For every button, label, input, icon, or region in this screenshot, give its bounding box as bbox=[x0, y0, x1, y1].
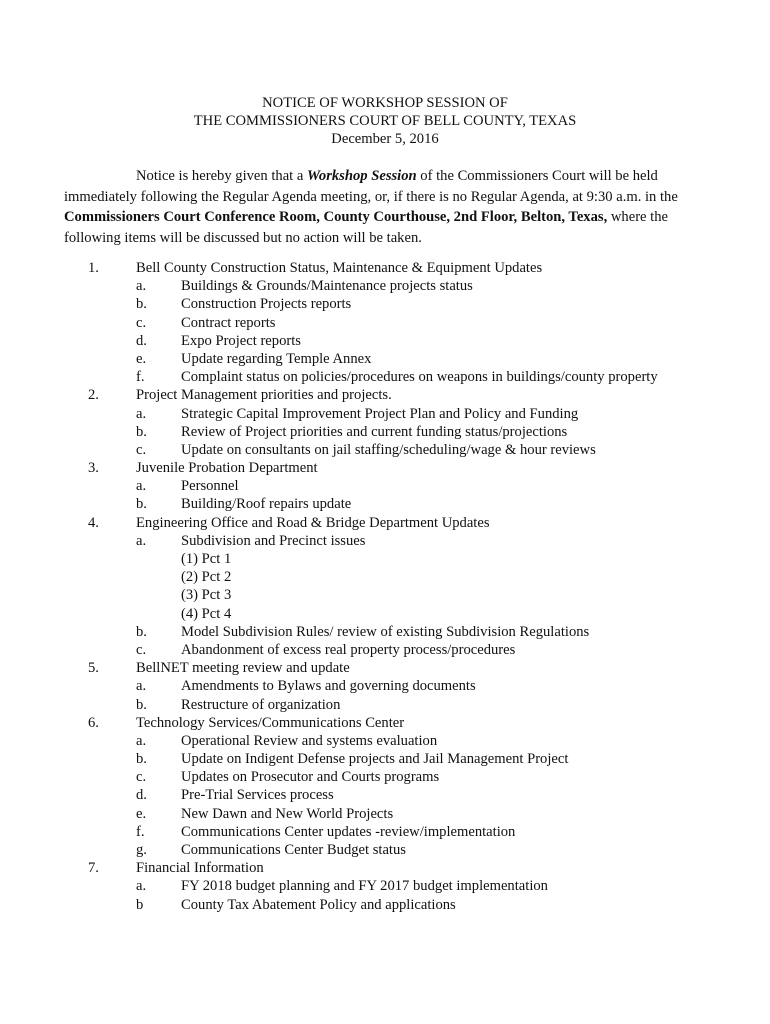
agenda-subitem bbox=[0, 896, 770, 914]
agenda-subitem-letter: f. bbox=[136, 369, 145, 386]
agenda-item bbox=[0, 386, 770, 404]
workshop-session-emphasis: Workshop Session bbox=[307, 168, 417, 184]
intro-text-part-2: of the Commissioners Court will be held immediately following the Regular Agenda meeting, or, if there is no Regular Agenda, at 9:30 a.m. in the bbox=[64, 168, 678, 205]
precinct-item-text: (1) Pct 1 bbox=[181, 551, 232, 567]
agenda-subitem-text: Model Subdivision Rules/ review of existing Subdivision Regulations bbox=[181, 623, 590, 640]
agenda-item-title: Engineering Office and Road & Bridge Department Updates bbox=[136, 514, 490, 531]
agenda-subitem-letter: c. bbox=[136, 641, 147, 658]
agenda-subitem-letter: c. bbox=[136, 769, 147, 786]
agenda-subitem bbox=[0, 350, 770, 368]
agenda-subitem-text: Update on consultants on jail staffing/scheduling/wage & hour reviews bbox=[181, 441, 596, 458]
agenda-subitem-letter: b. bbox=[136, 696, 147, 713]
agenda-subitem bbox=[0, 423, 770, 441]
agenda-subitem bbox=[0, 532, 770, 550]
agenda-subitem-letter: a. bbox=[136, 532, 147, 549]
meeting-location: Commissioners Court Conference Room, County Courthouse, 2nd Floor, Belton, Texas, bbox=[64, 209, 608, 225]
agenda-subitem bbox=[0, 732, 770, 750]
agenda-subitem-text: Restructure of organization bbox=[181, 696, 341, 713]
agenda-subitem-text: Amendments to Bylaws and governing documents bbox=[181, 678, 476, 695]
agenda-subitem-letter: e. bbox=[136, 805, 147, 822]
agenda-subitem bbox=[0, 841, 770, 859]
agenda-subitem-letter: b. bbox=[136, 296, 147, 313]
notice-title-line-1: NOTICE OF WORKSHOP SESSION OF bbox=[262, 95, 508, 111]
agenda-subitem-letter: f. bbox=[136, 823, 145, 840]
precinct-item-text: (3) Pct 3 bbox=[181, 587, 232, 604]
agenda-subitem bbox=[0, 750, 770, 768]
agenda-subitem bbox=[0, 877, 770, 895]
agenda-subitem-text: County Tax Abatement Policy and applications bbox=[181, 896, 456, 913]
agenda-subitem-letter: a. bbox=[136, 405, 147, 422]
agenda-subitem-letter: a. bbox=[136, 878, 147, 895]
agenda-subitem-letter: c. bbox=[136, 441, 147, 458]
agenda-item bbox=[0, 459, 770, 477]
agenda-subitem-text: Updates on Prosecutor and Courts programs bbox=[181, 769, 440, 786]
agenda-subitem bbox=[0, 368, 770, 386]
agenda-subitem bbox=[0, 696, 770, 714]
agenda-subitem-text: Building/Roof repairs update bbox=[181, 496, 352, 513]
agenda-subitem-letter: b. bbox=[136, 423, 147, 440]
agenda-subitem-letter: b. bbox=[136, 623, 147, 640]
agenda-subitem bbox=[0, 314, 770, 332]
agenda-subitem-text: Subdivision and Precinct issues bbox=[181, 532, 366, 549]
agenda-subitem-text: Personnel bbox=[181, 478, 239, 495]
agenda-subitem bbox=[0, 277, 770, 295]
agenda-subitem-text: Strategic Capital Improvement Project Plan and Policy and Funding bbox=[181, 405, 579, 422]
agenda-list bbox=[0, 259, 770, 914]
precinct-item bbox=[0, 568, 770, 586]
agenda-subitem-text: Update on Indigent Defense projects and Jail Management Project bbox=[181, 751, 569, 768]
agenda-subitem-text: Contract reports bbox=[181, 314, 276, 331]
agenda-item-number: 1. bbox=[88, 260, 99, 276]
precinct-item-text: (2) Pct 2 bbox=[181, 569, 232, 586]
agenda-subitem bbox=[0, 295, 770, 313]
agenda-item-title: Juvenile Probation Department bbox=[136, 460, 318, 477]
agenda-subitem bbox=[0, 677, 770, 695]
agenda-item-number: 2. bbox=[88, 387, 99, 404]
agenda-item-title: Technology Services/Communications Center bbox=[136, 714, 405, 731]
agenda-subitem-letter: c. bbox=[136, 314, 147, 331]
agenda-subitem bbox=[0, 332, 770, 350]
agenda-subitem-text: FY 2018 budget planning and FY 2017 budget implementation bbox=[181, 878, 548, 895]
agenda-subitem-text: New Dawn and New World Projects bbox=[181, 805, 394, 822]
agenda-subitem bbox=[0, 786, 770, 804]
agenda-item-number: 7. bbox=[88, 860, 99, 877]
agenda-item-number: 3. bbox=[88, 460, 99, 477]
agenda-item-title: Project Management priorities and projects. bbox=[136, 387, 392, 404]
agenda-item bbox=[0, 514, 770, 532]
agenda-subitem-letter: a. bbox=[136, 478, 147, 495]
notice-title-line-2: THE COMMISSIONERS COURT OF BELL COUNTY, TEXAS bbox=[193, 113, 577, 129]
agenda-item bbox=[0, 714, 770, 732]
agenda-subitem-text: Pre-Trial Services process bbox=[181, 787, 334, 804]
agenda-subitem-text: Communications Center Budget status bbox=[181, 842, 406, 858]
agenda-item-number: 4. bbox=[88, 514, 99, 531]
agenda-subitem-letter: b bbox=[136, 896, 144, 913]
agenda-subitem-text: Review of Project priorities and current funding status/projections bbox=[181, 423, 568, 440]
agenda-subitem-text: Communications Center updates -review/implementation bbox=[181, 823, 516, 840]
agenda-subitem-letter: d. bbox=[136, 332, 147, 349]
agenda-subitem-letter: a. bbox=[136, 278, 147, 295]
agenda-subitem-letter: a. bbox=[136, 732, 147, 749]
agenda-subitem bbox=[0, 477, 770, 495]
precinct-item bbox=[0, 550, 770, 568]
agenda-subitem-text: Construction Projects reports bbox=[181, 296, 352, 313]
agenda-subitem bbox=[0, 441, 770, 459]
agenda-item-title: BellNET meeting review and update bbox=[136, 660, 350, 677]
agenda-subitem-text: Update regarding Temple Annex bbox=[181, 350, 372, 367]
agenda-subitem bbox=[0, 495, 770, 513]
agenda-subitem-text: Buildings & Grounds/Maintenance projects status bbox=[181, 278, 473, 295]
notice-date: December 5, 2016 bbox=[331, 131, 439, 147]
agenda-subitem-text: Complaint status on policies/procedures on weapons in buildings/county property bbox=[181, 369, 658, 386]
intro-text-part-3: where the following items will be discussed but no action will be taken. bbox=[64, 209, 669, 246]
agenda-item bbox=[0, 859, 770, 877]
agenda-subitem bbox=[0, 768, 770, 786]
agenda-subitem-letter: a. bbox=[136, 678, 147, 695]
notice-intro-paragraph bbox=[64, 166, 684, 248]
agenda-subitem-letter: d. bbox=[136, 787, 147, 804]
agenda-item bbox=[0, 659, 770, 677]
agenda-subitem bbox=[0, 405, 770, 423]
agenda-subitem bbox=[0, 805, 770, 823]
agenda-subitem bbox=[0, 623, 770, 641]
precinct-item bbox=[0, 586, 770, 604]
agenda-subitem-letter: b. bbox=[136, 751, 147, 768]
agenda-subitem-letter: e. bbox=[136, 350, 147, 367]
agenda-subitem bbox=[0, 823, 770, 841]
precinct-item bbox=[0, 605, 770, 623]
agenda-item-title: Bell County Construction Status, Maintenance & Equipment Updates bbox=[136, 260, 543, 276]
precinct-item-text: (4) Pct 4 bbox=[181, 605, 232, 622]
agenda-subitem-text: Expo Project reports bbox=[181, 332, 301, 349]
intro-text-part-1: Notice is hereby given that a bbox=[136, 168, 308, 184]
agenda-item-title: Financial Information bbox=[136, 860, 264, 877]
agenda-subitem bbox=[0, 641, 770, 659]
agenda-item-number: 6. bbox=[88, 714, 99, 731]
agenda-subitem-text: Operational Review and systems evaluation bbox=[181, 732, 438, 749]
agenda-subitem-text: Abandonment of excess real property process/procedures bbox=[181, 641, 516, 658]
agenda-subitem-letter: g. bbox=[136, 842, 147, 858]
agenda-subitem-letter: b. bbox=[136, 496, 147, 513]
agenda-item bbox=[0, 259, 770, 277]
agenda-item-number: 5. bbox=[88, 660, 99, 677]
